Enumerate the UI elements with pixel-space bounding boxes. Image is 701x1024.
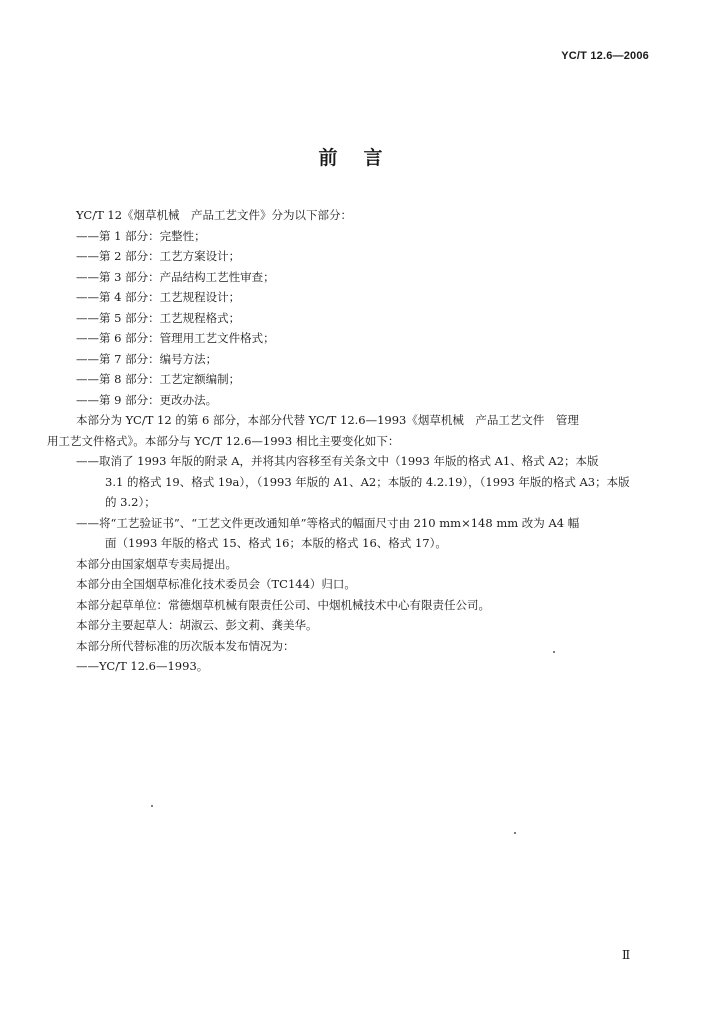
scan-speck <box>553 651 555 653</box>
replacement-paragraph-line-1: 本部分为 YC/T 12 的第 6 部分，本部分代替 YC/T 12.6—1993《烟草机械 产品工艺文件 管理 <box>76 413 579 427</box>
scan-speck <box>151 805 153 807</box>
list-item-part-3: ——第 3 部分：产品结构工艺性审查； <box>76 269 275 284</box>
drafters-paragraph: 本部分主要起草人：胡淑云、彭文莉、龚美华。 <box>76 618 318 632</box>
list-item-part-6: ——第 6 部分：管理用工艺文件格式； <box>76 331 275 345</box>
list-item-part-9: ——第 9 部分：更改办法。 <box>76 392 218 407</box>
change-item-2-line-2: 面（1993 年版的格式 15、格式 16；本版的格式 16、格式 17）。 <box>105 536 447 550</box>
page-number: Ⅱ <box>622 948 631 962</box>
list-item-part-1: ——第 1 部分：完整性； <box>76 228 206 243</box>
change-item-1-line-3: 的 3.2）； <box>105 495 156 509</box>
list-item-part-8: ——第 8 部分：工艺定额编制； <box>76 372 241 386</box>
list-item-part-4: ——第 4 部分：工艺规程设计； <box>76 290 241 304</box>
proposer-paragraph: 本部分由国家烟草专卖局提出。 <box>76 556 237 571</box>
list-item-part-2: ——第 2 部分：工艺方案设计； <box>76 249 241 263</box>
committee-paragraph: 本部分由全国烟草标准化技术委员会（TC144）归口。 <box>76 577 356 591</box>
change-item-2-line-1: ——将“工艺验证书”、“工艺文件更改通知单”等格式的幅面尺寸由 210 mm×148 mm 改为 A4 幅 <box>76 515 580 530</box>
foreword-body <box>48 205 648 677</box>
history-intro-paragraph: 本部分所代替标准的历次版本发布情况为： <box>76 638 295 653</box>
intro-paragraph: YC/T 12《烟草机械 产品工艺文件》分为以下部分： <box>76 208 353 222</box>
change-item-1-line-1: ——取消了 1993 年版的附录 A，并将其内容移至有关条文中（1993 年版的格式 A1、格式 A2；本版 <box>76 454 599 468</box>
list-item-part-5: ——第 5 部分：工艺规程格式； <box>76 310 241 325</box>
drafting-units-paragraph: 本部分起草单位：常德烟草机械有限责任公司、中烟机械技术中心有限责任公司。 <box>76 597 490 612</box>
list-item-part-7: ——第 7 部分：编号方法； <box>76 351 218 366</box>
page-title: 前言 <box>318 147 409 169</box>
change-item-1-line-2: 3.1 的格式 19、格式 19a），（1993 年版的 A1、A2；本版的 4.2.19），（1993 年版的格式 A3；本版 <box>105 474 630 489</box>
scan-speck <box>514 832 516 834</box>
history-list-item: ——YC/T 12.6—1993。 <box>76 659 209 673</box>
standard-number: YC/T 12.6—2006 <box>561 50 649 62</box>
replacement-paragraph-line-2: 用工艺文件格式》。本部分与 YC/T 12.6—1993 相比主要变化如下： <box>47 433 400 448</box>
